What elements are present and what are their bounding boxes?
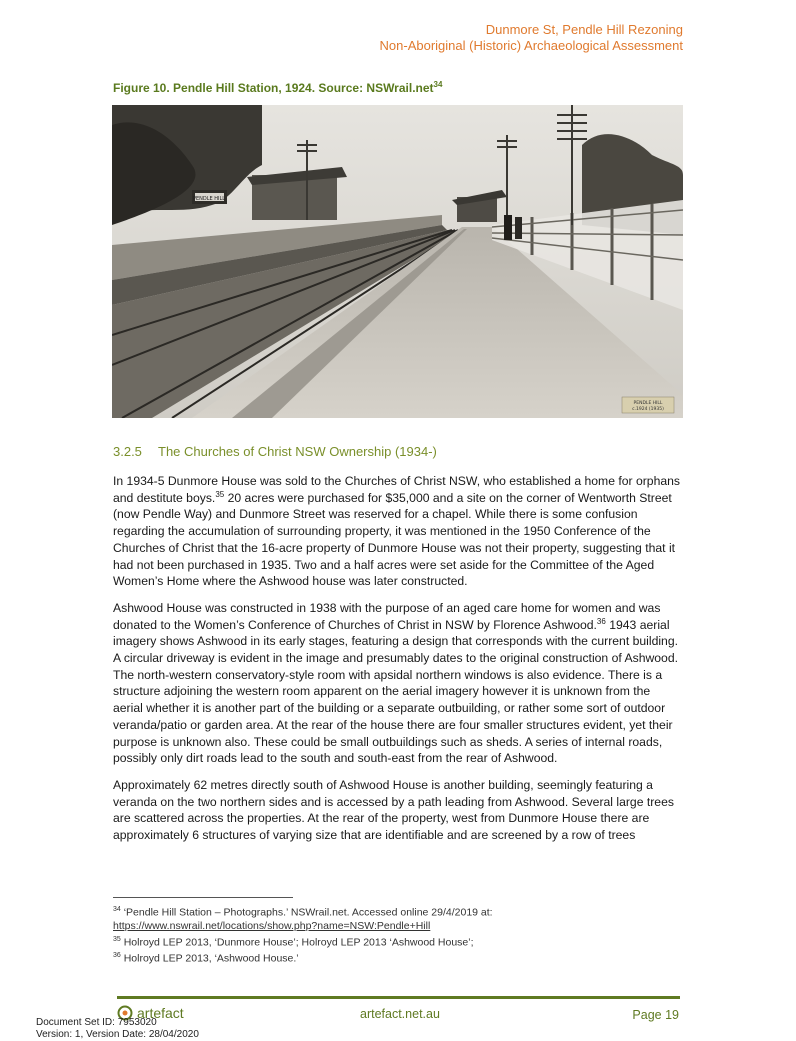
station-sign-text: PENDLE HILL (192, 196, 226, 202)
footnote-text: Holroyd LEP 2013, ‘Ashwood House.’ (120, 952, 299, 965)
footnote-ref: 35 (215, 489, 225, 499)
paragraph (113, 777, 681, 844)
page-number: Page 19 (632, 1008, 679, 1022)
footnote-text: Holroyd LEP 2013, ‘Dunmore House’; Holroyd LEP 2013 ‘Ashwood House’; (120, 936, 474, 948)
section-heading (113, 444, 437, 459)
footer-divider (117, 996, 680, 999)
footnote-number: 36 (113, 952, 121, 959)
section-number: 3.2.5 (113, 444, 142, 459)
document-id (36, 1017, 199, 1041)
page-header (380, 22, 683, 54)
body-text (113, 473, 681, 854)
paragraph-text: Approximately 62 metres directly south of Ashwood House is another building, seemingly featuring a veranda on the two northern sides and is accessed by a path leading from Ashwood. Several large trees are scattered across the properties. At the rear of the property, west from Dunmore House there are approximately 6 structures of varying size that are identifiable and are screened by a row of trees (113, 777, 674, 843)
footnote-number: 35 (113, 935, 121, 943)
paragraph-text: Ashwood House was constructed in 1938 with the purpose of an aged care home for women and was donated to the Women’s Conference of Churches of Christ in NSW by Florence Ashwood. (113, 600, 661, 632)
footnote-number: 34 (113, 906, 121, 913)
paragraph (113, 473, 681, 590)
footnote-link[interactable]: https://www.nswrail.net/locations/show.php?name=NSW:Pendle+Hill (113, 919, 431, 932)
footnote-item (113, 949, 681, 966)
paragraph-text: 20 acres were purchased for $35,000 and a site on the corner of Wentworth Street (now Pendle Way) and Dunmore Street was reserved for a chapel. While there is some confusion regarding the accumulation of surrounding property, it was mentioned in the 1950 Conference of the Churches of Christ that the 16-acre property of Dunmore House was not their property, suggesting that it had not been purchased in 1935. Two and a half acres were set aside for the Committee of the Aged Women’s Home where the Ashwood house was later constructed. (113, 490, 676, 589)
station-photo (112, 105, 683, 418)
footnotes (113, 903, 681, 966)
document-set-id: Document Set ID: 7953020 (36, 1017, 157, 1028)
photo-label-line1: PENDLE HILL (633, 401, 663, 406)
paragraph (113, 600, 681, 767)
header-title: Dunmore St, Pendle Hill Rezoning (485, 22, 683, 37)
paragraph-text: In 1934-5 Dunmore House was sold to the Churches of Christ NSW, who established a home for orphans and destitute boys. (113, 474, 681, 505)
footnote-ref: 34 (433, 80, 443, 89)
header-subtitle: Non-Aboriginal (Historic) Archaeological Assessment (379, 38, 683, 53)
figure-caption (113, 80, 442, 95)
logo-text: artefact (137, 1005, 184, 1021)
footer-website: artefact.net.au (360, 1007, 440, 1021)
footnote-divider (113, 897, 293, 898)
photo-label-line2: c.1924 (1935) (632, 407, 664, 412)
footnote-text: ‘Pendle Hill Station – Photographs.’ NSWrail.net. Accessed online 29/4/2019 at: (120, 906, 493, 919)
footnote-item (113, 903, 681, 920)
document-version: Version: 1, Version Date: 28/04/2020 (36, 1029, 199, 1040)
footnote-ref: 36 (596, 616, 606, 626)
paragraph-text: 1943 aerial imagery shows Ashwood in its early stages, featuring a design that corresponds with the current building. A circular driveway is evident in the image and presumably dates to the original construction of Ashwood. The north-western conservatory-style room with apsidal northern windows is also evidence. There is a structure adjoining the western room apparent on the aerial imagery however it is unknown from the aerial whether it is another part of the building or a separate outbuilding, or rather some sort of outdoor veranda/patio or garden area. At the rear of the house there are four smaller structures evident, yet their purpose is unknown also. These could be small outbuildings such as sheds. A series of internal roads, possibly only dirt roads lead to the south and south-east from the rear of Ashwood. (113, 617, 678, 766)
figure-caption-text: Figure 10. Pendle Hill Station, 1924. Source: NSWrail.net (113, 81, 434, 95)
section-title: The Churches of Christ NSW Ownership (1934-) (158, 444, 437, 459)
footnote-item (113, 933, 681, 950)
footnote-link-row (113, 920, 681, 933)
station-photo-illustration (112, 105, 683, 418)
